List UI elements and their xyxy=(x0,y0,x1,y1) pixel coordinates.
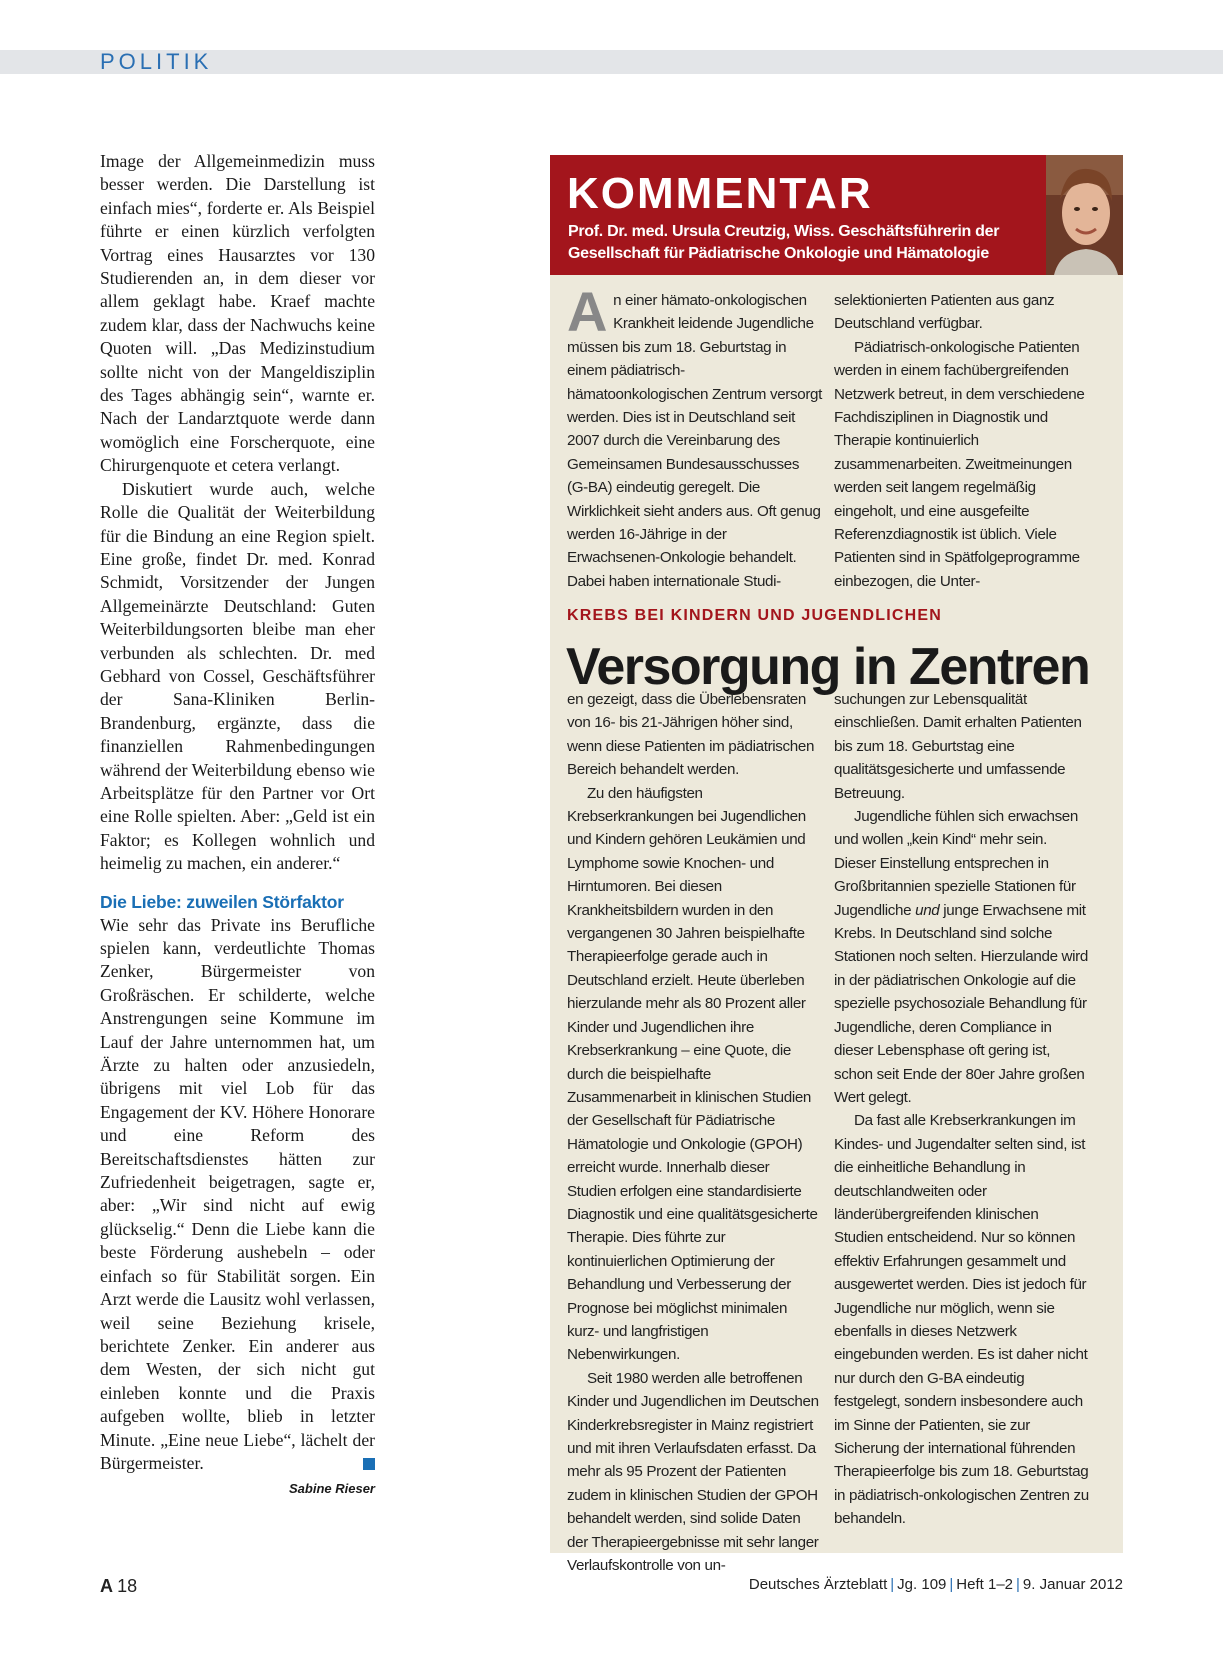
left-paragraph-2: Diskutiert wurde auch, welche Rolle die Qualität der Weiterbildung für die Bindung an eine Region spielt. Eine große, findet Dr. med. Konrad Schmidt, Vorsitzender der Jungen Allgemeinärzte Deutschland: Guten Weiterbildungsorten bleibe man eher verbunden als schlechten. Dr. med Gebhard von Cossel, Geschäftsführer der Sana-Kliniken Berlin-Brandenburg, ergänzte, dass die finanziellen Rahmenbedingungen während der Weiterbildung ebenso wie Arbeitsplätze für den Partner vor Ort eine Rolle spielten. Aber: „Geld ist ein Faktor; es Kollegen wohnlich und heimelig zu machen, ein anderer.“ xyxy=(100,478,375,874)
separator: | xyxy=(890,1576,895,1593)
left-paragraph-3-text: Wie sehr das Private ins Berufliche spielen kann, verdeutlichte Thomas Zenker, Bürgermeister von Großräschen. Er schilderte, welche Anstrengungen seine Kommune im Lauf der Jahre unternommen hat, um Ärzte zu halten oder anzusiedeln, übrigens mit viel Lob für das Engagement der KV. Höhere Honorare und eine Reform des Bereitschaftsdienstes hätten zur Zufriedenheit beigetragen, sagte er, aber: „Wir sind nicht auf ewig glückselig.“ Denn die Liebe kann die beste Förderung aushebeln – oder einfach so für Stabilität sorgen. Ein Arzt werde die Lausitz wohl verlassen, weil seine Beziehung krisele, berichtete Zenker. Ein anderer aus dem Westen, der sich nicht gut einleben konnte und die Praxis aufgeben wollte, blieb in letzter Minute. „Eine neue Liebe“, lächelt der Bürgermeister. xyxy=(100,914,375,1473)
comment-paragraph: Seit 1980 werden alle betroffenen Kinder und Jugendlichen im Deutschen Kinderkrebsregister in Mainz registriert und mit ihren Verlaufsdaten erfasst. Da mehr als 95 Prozent der Patienten zudem in klinischen Studien der GPOH behandelt werden, sind solide Daten der Therapieergebnisse mit sehr langer Verlaufskontrolle von un- xyxy=(567,1369,819,1575)
comment-column-2-top xyxy=(834,289,1089,593)
comment-column-2-bottom xyxy=(834,688,1089,1531)
publication-info xyxy=(749,1576,1123,1593)
emphasis-text: und xyxy=(915,901,940,919)
left-paragraph-1: Image der Allgemeinmedizin muss besser werden. Die Darstellung ist einfach mies“, forderte er. Als Beispiel führte er einen kürzlich verfolgten Vortrag eines Hausarztes vor 130 Studierenden an, in dem dieser vor allem geklagt habe. Kraef machte zudem klar, dass der Nachwuchs keine Quoten will. „Das Medizinstudium sollte nicht von der Mangeldisziplin des Tages abhängig sein“, warnte er. Nach der Landarztquote werde dann womöglich eine Forscherquote, eine Chirurgenquote et cetera verlangt. xyxy=(100,151,375,476)
comment-paragraph: selektionierten Patienten aus ganz Deutschland verfügbar. xyxy=(834,292,1055,333)
end-mark-icon xyxy=(363,1458,375,1470)
comment-paragraph xyxy=(834,805,1089,1109)
comment-paragraph: Zu den häufigsten Krebserkrankungen bei Jugendlichen und Kindern gehören Leukämien und Lymphome sowie Knochen- und Hirntumoren. Bei diesen Krankheitsbildern wurden in den vergangenen 30 Jahren beispielhafte Therapieerfolge gerade auch in Deutschland erzielt. Heute überleben hierzulande mehr als 80 Prozent aller Kinder und Jugendlichen ihre Krebserkrankung – eine Quote, die durch die beispielhafte Zusammenarbeit in klinischen Studien der Gesellschaft für Pädiatrische Hämatologie und Onkologie (GPOH) erreicht wurde. Innerhalb dieser Studien erfolgen eine standardisierte Diagnostik und eine qualitätsgesicherte Therapie. Dies führte zur kontinuierlichen Optimierung der Behandlung und Verbesserung der Prognose bei möglichst minimalen kurz- und langfristigen Nebenwirkungen. xyxy=(567,784,818,1364)
left-article-column xyxy=(100,150,375,1501)
comment-paragraph: Da fast alle Krebserkrankungen im Kindes- und Jugendalter selten sind, ist die einheitliche Behandlung in deutschlandweiten oder länderübergreifenden klinischen Studien entscheidend. Nur so können effektiv Erfahrungen gesammelt und ausgewertet werden. Dies ist jedoch für Jugendliche nur möglich, wenn sie ebenfalls in dieses Netzwerk eingebunden werden. Es ist daher nicht nur durch den G-BA eindeutig festgelegt, sondern insbesondere auch im Sinne der Patienten, sie zur Sicherung der international führenden Therapieerfolge bis zum 18. Geburtstag in pädiatrisch-onkologischen Zentren zu behandeln. xyxy=(834,1112,1089,1528)
separator: | xyxy=(1016,1576,1020,1593)
left-paragraph-3 xyxy=(100,914,375,1476)
drop-cap: A xyxy=(567,280,608,343)
comment-kicker: KREBS BEI KINDERN UND JUGENDLICHEN xyxy=(567,607,943,624)
page-number-value: 18 xyxy=(117,1576,138,1596)
comment-label: KOMMENTAR xyxy=(567,169,873,218)
comment-box xyxy=(550,155,1123,1575)
comment-paragraph: suchungen zur Lebensqualität einschließen. Damit erhalten Patienten bis zum 18. Geburtstag eine qualitätsgesicherte und umfassende Betreuung. xyxy=(834,691,1082,802)
portrait-photo-icon xyxy=(1046,155,1123,275)
comment-text: junge Erwachsene mit Krebs. In Deutschland sind solche Stationen noch selten. Hierzulande wird in der pädiatrischen Onkologie auf die spezielle psychosoziale Behandlung für Jugendliche, deren Compliance in dieser Lebensphase oft gering ist, schon seit Ende der 80er Jahre großen Wert gelegt. xyxy=(834,901,1088,1106)
page-prefix: A xyxy=(100,1576,113,1596)
subheading: Die Liebe: zuweilen Störfaktor xyxy=(100,891,344,912)
section-label: POLITIK xyxy=(100,49,213,74)
comment-opening-text: n einer hämato-onkologischen Krankheit leidende Jugendliche müssen bis zum 18. Geburtstag in einem pädiatrisch-hämatoonkologischen Zentrum versorgt werden. Dies ist in Deutschland seit 2007 durch die Vereinbarung des Gemeinsamen Bundesausschusses (G-BA) eindeutig geregelt. Die Wirklichkeit sieht anders aus. Oft genug werden 16-Jährige in der Erwachsenen-Onkologie behandelt. Dabei haben internationale Studi- xyxy=(567,292,823,590)
volume: Jg. 109 xyxy=(897,1576,947,1593)
comment-opening-paragraph xyxy=(567,280,823,593)
comment-paragraph: Pädiatrisch-onkologische Patienten werden in einem fachübergreifenden Netzwerk betreut, in dem verschiedene Fachdisziplinen in Diagnostik und Therapie kontinuierlich zusammenarbeiten. Zweitmeinungen werden seit langem regelmäßig eingeholt, und eine ausgefeilte Referenzdiagnostik ist üblich. Viele Patienten sind in Spätfolgeprogramme einbezogen, die Unter- xyxy=(834,338,1085,590)
author-portrait xyxy=(1046,155,1123,275)
comment-paragraph: en gezeigt, dass die Überlebensraten von 16- bis 21-Jährigen höher sind, wenn diese Patienten im pädiatrischen Bereich behandelt werden. xyxy=(567,691,815,779)
comment-column-1-bottom xyxy=(567,688,822,1577)
journal-name: Deutsches Ärzteblatt xyxy=(748,1576,888,1593)
comment-column-1-top xyxy=(567,280,823,593)
comment-header xyxy=(550,155,1046,275)
comment-byline: Prof. Dr. med. Ursula Creutzig, Wiss. Geschäftsführerin der Gesellschaft für Pädiatrische Onkologie und Hämatologie xyxy=(568,223,1000,262)
separator: | xyxy=(949,1576,954,1593)
comment-text: Jugendliche fühlen sich erwachsen und wollen „kein Kind“ mehr sein. Dieser Einstellung entsprechen in Großbritannien spezielle Stationen für Jugendliche xyxy=(834,808,1079,919)
issue-date: 9. Januar 2012 xyxy=(1022,1576,1123,1593)
page-number xyxy=(100,1576,137,1597)
author-name: Sabine Rieser xyxy=(289,1481,375,1497)
comment-headline: Versorgung in Zentren xyxy=(566,638,1090,696)
issue: Heft 1–2 xyxy=(956,1576,1014,1593)
